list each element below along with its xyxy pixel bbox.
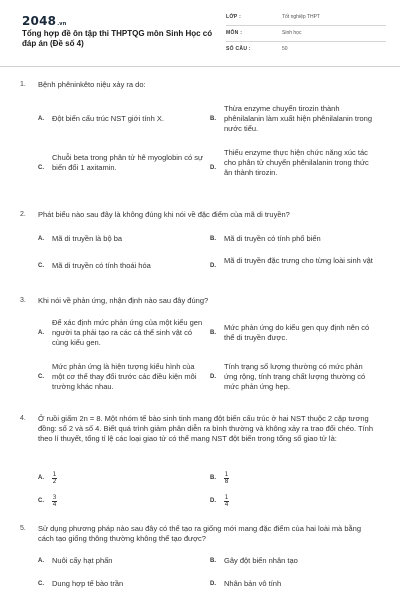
- option-letter: A.: [38, 236, 44, 242]
- option-letter: B.: [210, 236, 216, 242]
- fraction: [224, 472, 229, 484]
- question-number: 4.: [20, 415, 26, 422]
- question-3: [20, 296, 380, 401]
- option-letter: D.: [210, 581, 216, 587]
- meta-value: 50: [282, 46, 288, 52]
- question-2: [20, 210, 380, 285]
- option-letter: B.: [210, 558, 216, 564]
- option-letter: D.: [210, 165, 216, 171]
- option-letter: A.: [38, 330, 44, 336]
- meta-value: Sinh học: [282, 30, 302, 36]
- question-text: Bệnh phêninkêto niệu xảy ra do:: [38, 80, 146, 89]
- page-header: [0, 0, 400, 62]
- numerator: 3: [52, 494, 57, 501]
- denominator: 2: [52, 478, 57, 485]
- option-text: Mức phản ứng do kiểu gen quy định nên có thể di truyền được.: [224, 323, 370, 342]
- option-text: Gây đột biến nhân tạo: [224, 556, 298, 565]
- exam-meta: [226, 10, 386, 58]
- fraction: [224, 495, 229, 507]
- option-text: Nuôi cấy hạt phấn: [52, 556, 113, 565]
- option-letter: C.: [38, 581, 44, 587]
- option-text: Mã di truyền là bộ ba: [52, 234, 123, 243]
- option-letter: C.: [38, 165, 44, 171]
- question-4: [20, 414, 380, 514]
- option-text: Để xác định mức phản ứng của một kiểu gen người ta phải tạo ra các cá thể sinh vật có cùng kiểu gen.: [52, 318, 203, 347]
- option-text: Thiếu enzyme thực hiện chức năng xúc tác cho phân tử chuyển phênilalanin trong thức ăn thành tirozin.: [224, 148, 369, 177]
- question-number: 3.: [20, 297, 26, 304]
- option-text: Mã di truyền đặc trưng cho từng loài sinh vật: [224, 256, 373, 265]
- option-text: Mã di truyền có tính phổ biến: [224, 234, 321, 243]
- option-b[interactable]: [210, 472, 380, 486]
- question-5: [20, 524, 380, 594]
- option-letter: A.: [38, 558, 44, 564]
- denominator: 4: [52, 501, 57, 508]
- meta-row-class: [226, 10, 386, 26]
- option-letter: D.: [210, 498, 216, 504]
- header-divider: [0, 66, 400, 67]
- question-text: Sử dụng phương pháp nào sau đây có thể tạo ra giống mới mang đặc điểm của hai loài mà bằng cách tạo giống thông thường không thể tạo được?: [38, 524, 362, 543]
- question-number: 2.: [20, 211, 26, 218]
- fraction: [52, 495, 57, 507]
- question-1: [20, 80, 380, 192]
- option-text: Thừa enzyme chuyển tirozin thành phênilalanin làm xuất hiện phênilalanin trong nước tiểu.: [224, 104, 373, 133]
- numerator: 1: [224, 471, 229, 478]
- question-text: Phát biểu nào sau đây là không đúng khi nói về đặc điểm của mã di truyền?: [38, 210, 290, 219]
- option-a[interactable]: [38, 472, 208, 486]
- question-text: Khi nói về phản ứng, nhận định nào sau đây đúng?: [38, 296, 209, 305]
- numerator: 1: [224, 494, 229, 501]
- option-text: Dung hợp tế bào trần: [52, 579, 124, 588]
- option-letter: C.: [38, 263, 44, 269]
- meta-row-count: [226, 42, 386, 58]
- option-c[interactable]: [38, 495, 208, 509]
- denominator: 8: [224, 478, 229, 485]
- numerator: 1: [52, 471, 57, 478]
- option-text: Chuỗi beta trong phân tử hê myoglobin có sự biến đổi 1 axitamin.: [52, 153, 203, 172]
- denominator: 4: [224, 501, 229, 508]
- option-letter: A.: [38, 116, 44, 122]
- option-letter: D.: [210, 374, 216, 380]
- document-title: Tổng hợp đề ôn tập thi THPTQG môn Sinh Học có đáp án (Đề số 4): [22, 29, 213, 48]
- site-logo[interactable]: [22, 14, 67, 28]
- option-letter: C.: [38, 374, 44, 380]
- meta-label: MÔN :: [226, 30, 243, 36]
- option-letter: C.: [38, 498, 44, 504]
- option-letter: D.: [210, 263, 216, 269]
- meta-value: Tốt nghiệp THPT: [282, 14, 320, 20]
- option-letter: B.: [210, 330, 216, 336]
- option-letter: B.: [210, 475, 216, 481]
- option-text: Mã di truyền có tính thoái hóa: [52, 261, 151, 270]
- logo-suffix: .vn: [57, 21, 67, 27]
- option-text: Mức phản ứng là hiện tượng kiểu hình của một cơ thể thay đổi trước các điều kiện môi trường khác nhau.: [52, 362, 197, 391]
- fraction: [52, 472, 57, 484]
- question-number: 5.: [20, 525, 26, 532]
- meta-row-subject: [226, 26, 386, 42]
- meta-label: SỐ CÂU :: [226, 46, 251, 52]
- option-text: Đột biến cấu trúc NST giới tính X.: [52, 114, 164, 123]
- meta-label: LỚP :: [226, 14, 242, 20]
- option-letter: B.: [210, 116, 216, 122]
- question-number: 1.: [20, 81, 26, 88]
- option-text: Nhân bản vô tính: [224, 579, 282, 588]
- option-text: Tính trạng số lượng thường có mức phản ứng rộng, tính trạng chất lượng thường có mức phản ứng hẹp.: [224, 362, 366, 391]
- option-d[interactable]: [210, 495, 380, 509]
- option-letter: A.: [38, 475, 44, 481]
- question-text: Ở ruồi giấm 2n = 8. Một nhóm tế bào sinh tinh mang đột biến cấu trúc ở hai NST thuộc 2 cặp tương đồng: số 2 và số 4. Biết quá trình giảm phân diễn ra bình thường và không xảy ra trao đổi chéo. Tính theo lí thuyết, tổng tỉ lệ các loại giao tử có thể mang NST đột biến trong tổng số giao tử là:: [38, 414, 374, 443]
- logo-text: 2048: [22, 14, 57, 28]
